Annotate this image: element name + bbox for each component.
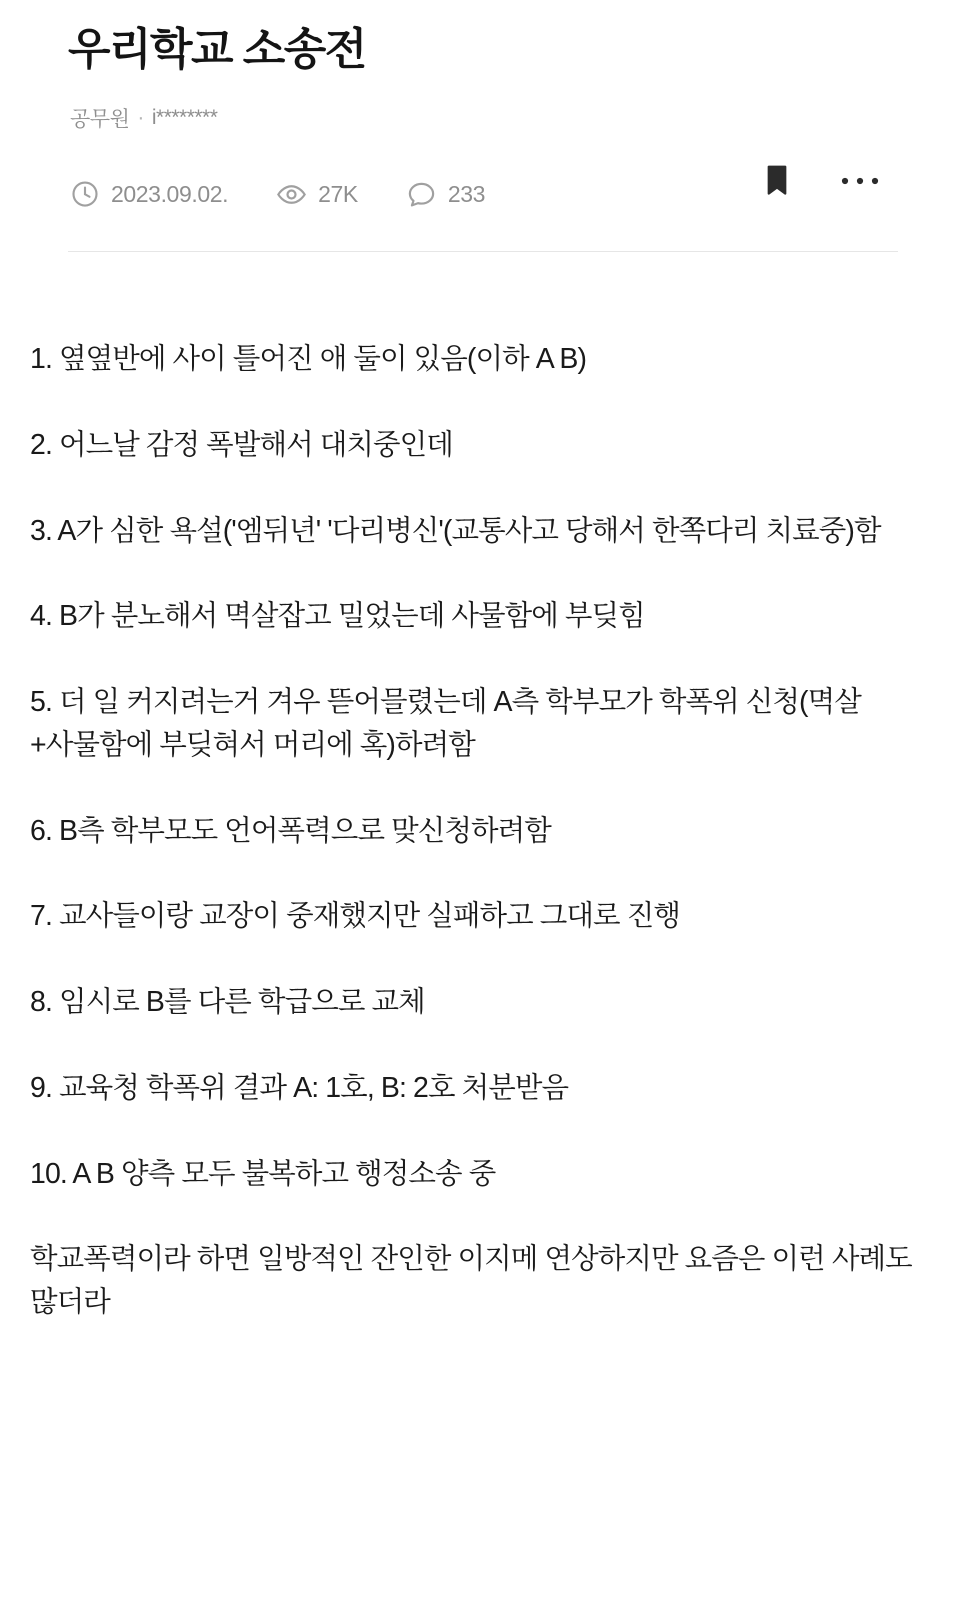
- post-byline: [34, 77, 932, 133]
- eye-icon: [276, 179, 307, 210]
- post-paragraph: 3. A가 심한 욕설('엠뒤년' '다리병신'(교통사고 당해서 한쪽다리 치료중)함: [30, 514, 881, 547]
- post-views: [276, 179, 358, 210]
- post-paragraph: 4. B가 분노해서 멱살잡고 밀었는데 사물함에 부딪힘: [30, 600, 645, 633]
- post-paragraph: 5. 더 일 커지려는거 겨우 뜯어믈렸는데 A측 학부모가 학폭위 신청(멱살+사물함에 부딪혀서 머리에 혹)하려함: [30, 686, 861, 761]
- more-options-icon[interactable]: [840, 174, 880, 192]
- post-paragraph: 6. B측 학부모도 언어폭력으로 맞신청하려함: [30, 814, 551, 847]
- comment-icon: [406, 179, 437, 210]
- clock-icon: [70, 179, 100, 209]
- post-views-count: 27K: [318, 180, 358, 207]
- post-paragraph: 8. 임시로 B를 다른 학급으로 교체: [30, 986, 425, 1018]
- post-author: i********: [151, 106, 218, 129]
- post-date-label: 2023.09.02.: [111, 180, 229, 207]
- post-paragraph: 1. 옆옆반에 사이 틀어진 애 둘이 있음(이하 A B): [30, 343, 587, 375]
- byline-separator: ·: [137, 106, 144, 129]
- post-actions: [762, 163, 880, 202]
- post-date: [70, 179, 228, 209]
- post-comments-count: 233: [447, 180, 486, 207]
- post-paragraph: 2. 어느날 감정 폭발해서 대치중인데: [30, 428, 453, 461]
- post-paragraph: 10. A B 양측 모두 불복하고 행정소송 중: [30, 1157, 496, 1190]
- bookmark-icon[interactable]: [762, 163, 792, 202]
- post-paragraph: 7. 교사들이랑 교장이 중재했지만 실패하고 그대로 진행: [30, 900, 680, 933]
- post-paragraph-closing: 학교폭력이라 하면 일방적인 잔인한 이지메 연상하지만 요즘은 이런 사례도 많더라: [30, 1243, 912, 1318]
- post-comments[interactable]: [406, 179, 485, 210]
- post-body: [0, 252, 966, 1324]
- post-category: 공무원: [70, 108, 130, 131]
- post-meta-row: [34, 133, 932, 221]
- post-header: [0, 0, 966, 252]
- page-title: 우리학교 소송전: [68, 25, 366, 74]
- post-paragraph: 9. 교육청 학폭위 결과 A: 1호, B: 2호 처분받음: [30, 1071, 569, 1104]
